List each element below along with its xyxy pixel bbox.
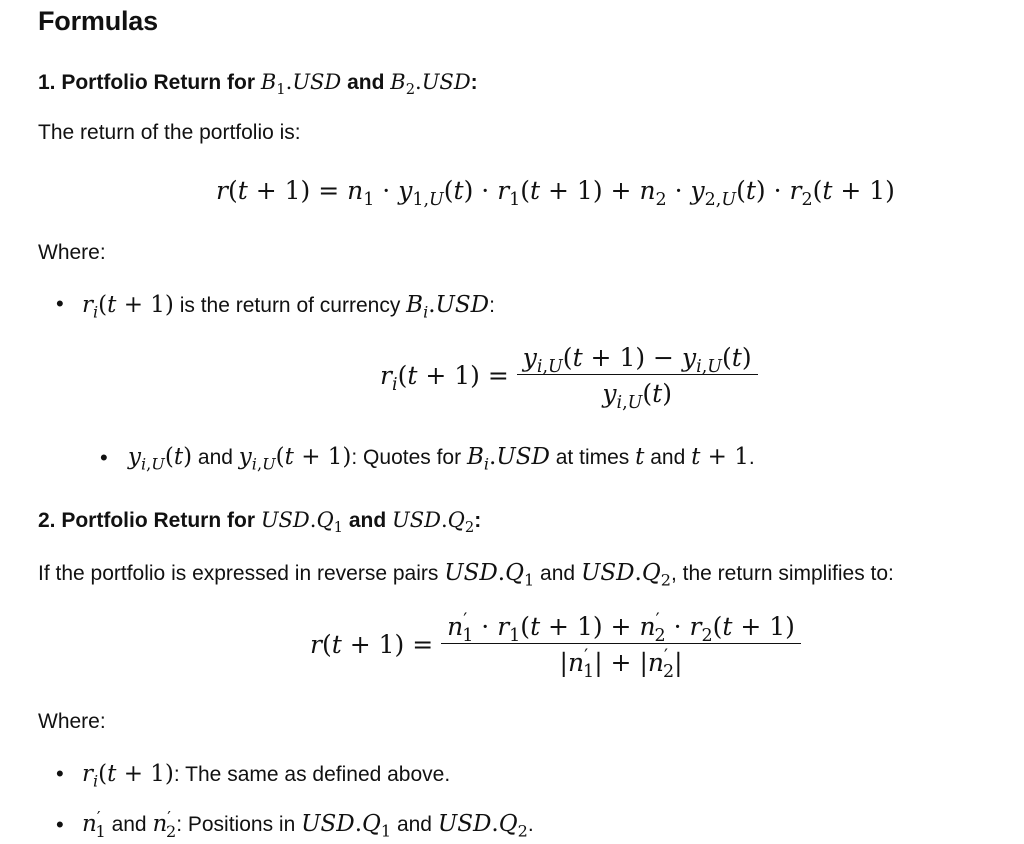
section-2-where-label: Where: [38,710,106,733]
section-2-heading: 2. Portfolio Return for $USD.Q_1$ and $USD.Q_2$: [38,508,482,537]
section-1-heading: 1. Portfolio Return for $B_1.USD$ and $B_2.USD$: [38,70,478,99]
section-2-intro: If the portfolio is expressed in reverse pairs $USD.Q_1$ and $USD.Q_2$, the return simplifies to: [38,560,894,590]
bullet-return-of-currency: $r_i(t + 1)$ is the return of currency $B_i.USD$: [82,292,495,322]
bullet-quotes: $y_{i,U}(t)$ and $y_{i,U}(t + 1)$: Quotes for $B_i.USD$ at times t and t + 1. [128,444,755,474]
section-1-intro: The return of the portfolio is: [38,121,301,144]
bullet-dot: • [56,761,64,786]
portfolio-return-equation: $r(t + 1) = n_1 \cdot y_{1,U}(t) \cdot r_1(t + 1) + n_2 \cdot y_{2,U}(t) \cdot r_2(t + 1)$ [216,176,895,210]
bullet-dot: • [56,812,64,837]
bullet-positions: $n'_1$ and $n'_2$: Positions in $USD.Q_1$ and $USD.Q_2$. [82,807,534,841]
bullet-dot: • [56,291,64,316]
bullet-same-as-above: $r_i(t + 1)$: The same as defined above. [82,761,451,791]
section-1-where-label: Where: [38,241,106,264]
page-title: Formulas [38,6,158,36]
reverse-pairs-equation: r(t + 1) = $\frac{n'_1 \cdot r_1(t + 1) + n'_2 \cdot r_2(t + 1)}{|n'_1| + |n'_2|}$ [310,612,801,677]
currency-return-equation: $r_i(t + 1)$ = $\frac{y_{i,U}(t + 1) - y_{i,U}(t)}{y_{i,U}(t)}$ [380,343,758,408]
bullet-dot: • [100,445,108,470]
